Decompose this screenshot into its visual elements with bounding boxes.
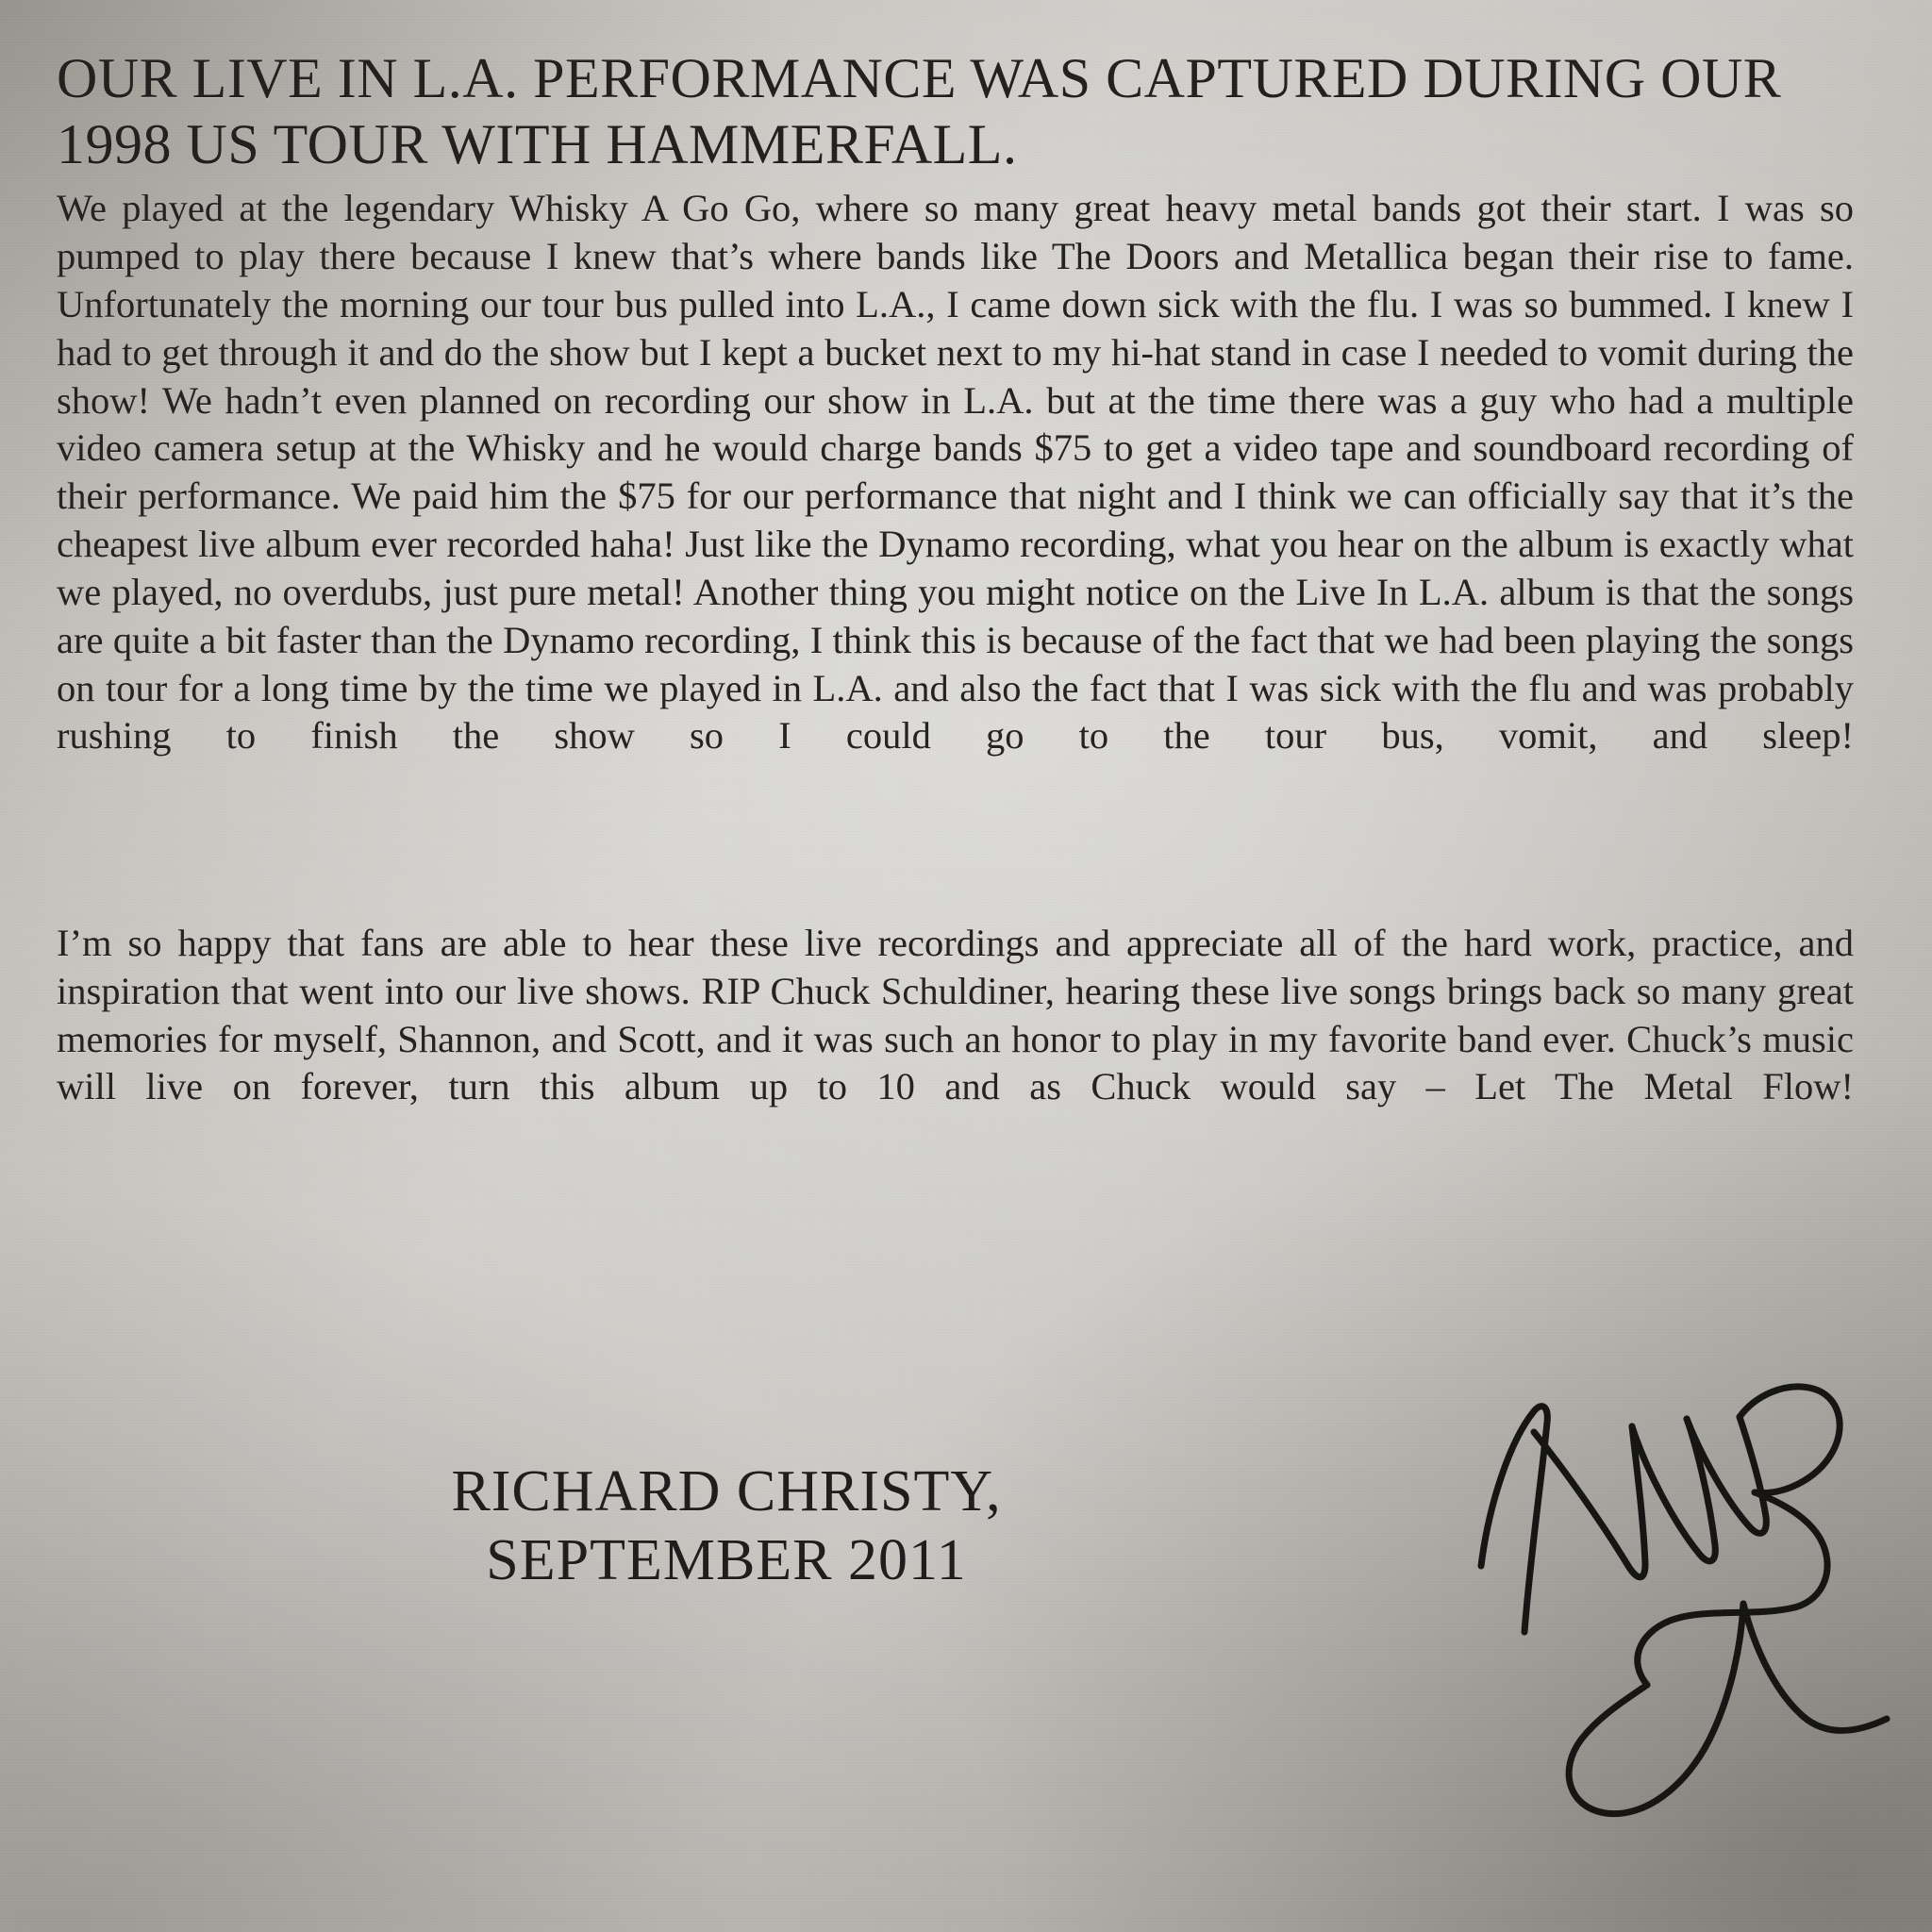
paragraph-1: We played at the legendary Whisky A Go Go, where so many great heavy metal bands got their start. I was so pumped to play there because I knew that’s where bands like The Doors and Metallica began their rise to fame. Unfortunately the morning our tour bus pulled into L.A., I came down sick with the flu. I was so bummed. I knew I had to get through it and do the show but I kept a bucket next to my hi-hat stand in case I needed to vomit during the show! We hadn’t even planned on recording our show in L.A. but at the time there was a guy who had a multiple video camera setup at the Whisky and he would charge bands $75 to get a video tape and soundboard recording of their performance. We paid him the $75 for our performance that night and I think we can officially say that it’s the cheapest live album ever recorded haha! Just like the Dynamo recording, what you hear on the album is exactly what we played, no overdubs, just pure metal! Another thing you might notice on the Live In L.A. album is that the songs are quite a bit faster than the Dynamo recording, I think this is because of the fact that we had been playing the songs on tour for a long time by the time we played in L.A. and also the fact that I was sick with the flu and was probably rushing to finish the show so I could go to the tour bus, vomit, and sleep! <box>57 187 1854 758</box>
signoff-name: RICHARD CHRISTY, <box>451 1459 1002 1524</box>
paragraph-2: I’m so happy that fans are able to hear these live recordings and appreciate all of the hard work, practice, and inspiration that went into our live shows. RIP Chuck Schuldiner, hearing these live songs brings back so many great memories for myself, Shannon, and Scott, and it was such an honor to play in my favorite band ever. Chuck’s music will live on forever, turn this album up to 10 and as Chuck would say – Let The Metal Flow! <box>57 921 1854 1108</box>
signoff-date: SEPTEMBER 2011 <box>486 1528 967 1593</box>
liner-notes-content <box>57 45 1883 1159</box>
handwritten-signature-icon <box>1443 1321 1896 1849</box>
signoff-block <box>0 1457 1453 1595</box>
page-title: OUR LIVE IN L.A. PERFORMANCE WAS CAPTURED DURING OUR 1998 US TOUR WITH HAMMERFALL. <box>57 47 1782 176</box>
